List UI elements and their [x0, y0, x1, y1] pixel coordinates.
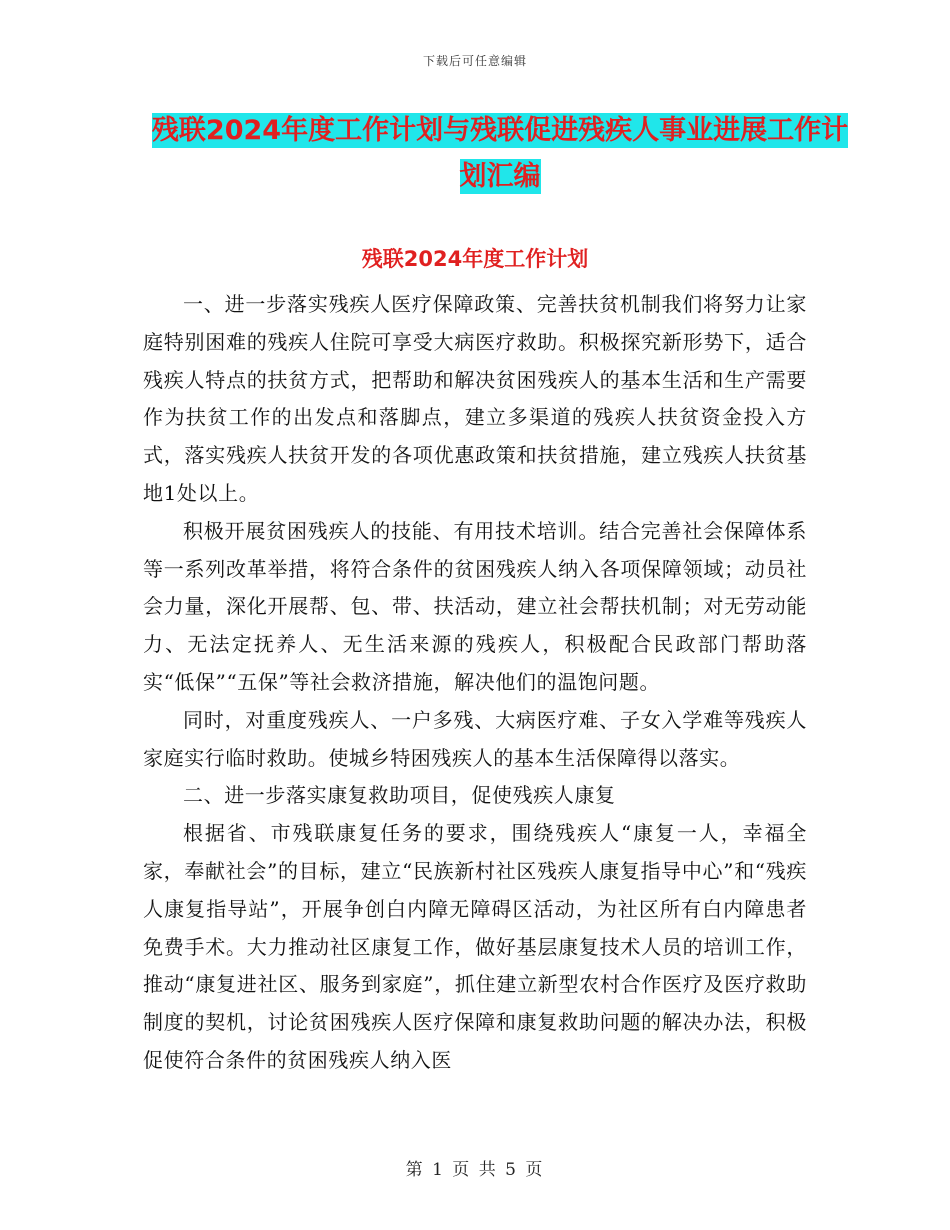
- paragraph: 同时，对重度残疾人、一户多残、大病医疗难、子女入学难等残疾人家庭实行临时救助。使城乡特困残疾人的基本生活保障得以落实。: [143, 707, 807, 770]
- paragraph: 一、进一步落实残疾人医疗保障政策、完善扶贫机制我们将努力让家庭特别困难的残疾人住院可享受大病医疗救助。积极探究新形势下，适合残疾人特点的扶贫方式，把帮助和解决贫困残疾人的基本生活和生产需要作为扶贫工作的出发点和落脚点，建立多渠道的残疾人扶贫资金投入方式，落实残疾人扶贫开发的各项优惠政策和扶贫措施，建立残疾人扶贫基地1处以上。: [143, 292, 807, 505]
- paragraph-heading: 二、进一步落实康复救助项目，促使残疾人康复: [183, 783, 616, 808]
- document-title: [150, 108, 850, 200]
- paragraph: 积极开展贫困残疾人的技能、有用技术培训。结合完善社会保障体系等一系列改革举措，将符合条件的贫困残疾人纳入各项保障领域；动员社会力量，深化开展帮、包、带、扶活动，建立社会帮扶机制；对无劳动能力、无法定抚养人、无生活来源的残疾人，积极配合民政部门帮助落实“低保”“五保”等社会救济措施，解决他们的温饱问题。: [143, 518, 807, 694]
- page-header-note: 下载后可任意编辑: [422, 54, 527, 68]
- paragraph: 根据省、市残联康复任务的要求，围绕残疾人“康复一人，幸福全家，奉献社会”的目标，建立“民族新村社区残疾人康复指导中心”和“残疾人康复指导站”，开展争创白内障无障碍区活动，为社区所有白内障患者免费手术。大力推动社区康复工作，做好基层康复技术人员的培训工作，推动“康复进社区、服务到家庭”，抓住建立新型农村合作医疗及医疗救助制度的契机，讨论贫困残疾人医疗保障和康复救助问题的解决办法，积极促使符合条件的贫困残疾人纳入医: [143, 821, 807, 1072]
- document-body: [143, 286, 807, 1080]
- page-number: 第 1 页 共 5 页: [405, 1160, 545, 1180]
- section-title: 残联2024年度工作计划: [361, 247, 589, 271]
- document-title-text: 残联2024年度工作计划与残联促进残疾人事业进展工作计划汇编: [151, 115, 849, 192]
